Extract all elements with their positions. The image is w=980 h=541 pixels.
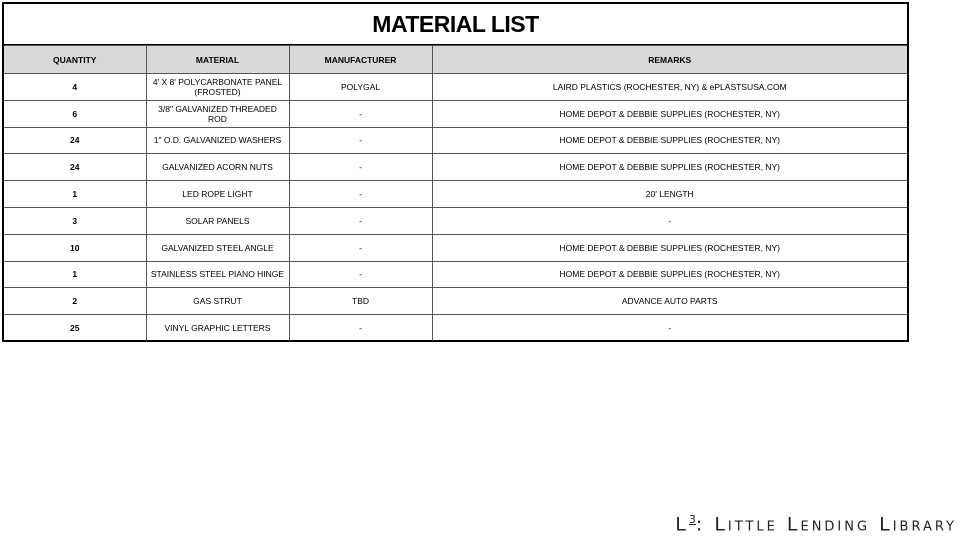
- cell-remarks: ADVANCE AUTO PARTS: [432, 288, 907, 315]
- cell-remarks: HOME DEPOT & DEBBIE SUPPLIES (ROCHESTER, NY): [432, 154, 907, 181]
- cell-manufacturer: -: [289, 127, 432, 154]
- cell-quantity: 24: [4, 127, 146, 154]
- material-table: [4, 45, 907, 341]
- cell-quantity: 2: [4, 288, 146, 315]
- cell-remarks: HOME DEPOT & DEBBIE SUPPLIES (ROCHESTER, NY): [432, 234, 907, 261]
- table-row: [4, 100, 907, 127]
- cell-material: LED ROPE LIGHT: [146, 181, 289, 208]
- cell-remarks: LAIRD PLASTICS (ROCHESTER, NY) & ePLASTSUSA.COM: [432, 74, 907, 101]
- material-list-title: MATERIAL LIST: [4, 4, 907, 45]
- table-row: [4, 181, 907, 208]
- cell-material: 1" O.D. GALVANIZED WASHERS: [146, 127, 289, 154]
- cell-manufacturer: -: [289, 100, 432, 127]
- logo-letter: L: [675, 513, 689, 535]
- cell-material: 3/8" GALVANIZED THREADED ROD: [146, 100, 289, 127]
- cell-material: 4' X 8' POLYCARBONATE PANEL (FROSTED): [146, 74, 289, 101]
- header-remarks: REMARKS: [432, 46, 907, 74]
- cell-manufacturer: -: [289, 315, 432, 341]
- cell-quantity: 4: [4, 74, 146, 101]
- table-row: [4, 74, 907, 101]
- table-row: [4, 207, 907, 234]
- cell-remarks: 20' LENGTH: [432, 181, 907, 208]
- logo-superscript: 3: [688, 512, 696, 526]
- table-row: [4, 127, 907, 154]
- cell-manufacturer: POLYGAL: [289, 74, 432, 101]
- table-row: [4, 154, 907, 181]
- cell-quantity: 24: [4, 154, 146, 181]
- cell-remarks: -: [432, 315, 907, 341]
- header-manufacturer: MANUFACTURER: [289, 46, 432, 74]
- cell-material: VINYL GRAPHIC LETTERS: [146, 315, 289, 341]
- cell-manufacturer: -: [289, 154, 432, 181]
- cell-remarks: HOME DEPOT & DEBBIE SUPPLIES (ROCHESTER, NY): [432, 127, 907, 154]
- cell-quantity: 25: [4, 315, 146, 341]
- cell-material: STAINLESS STEEL PIANO HINGE: [146, 261, 289, 288]
- cell-material: GALVANIZED STEEL ANGLE: [146, 234, 289, 261]
- table-header-row: [4, 46, 907, 74]
- table-row: [4, 234, 907, 261]
- cell-manufacturer: -: [289, 234, 432, 261]
- project-logo: [675, 513, 957, 535]
- cell-manufacturer: -: [289, 261, 432, 288]
- table-row: [4, 261, 907, 288]
- header-material: MATERIAL: [146, 46, 289, 74]
- cell-material: GAS STRUT: [146, 288, 289, 315]
- header-quantity: QUANTITY: [4, 46, 146, 74]
- cell-quantity: 10: [4, 234, 146, 261]
- cell-material: SOLAR PANELS: [146, 207, 289, 234]
- cell-quantity: 6: [4, 100, 146, 127]
- cell-quantity: 3: [4, 207, 146, 234]
- cell-manufacturer: TBD: [289, 288, 432, 315]
- cell-material: GALVANIZED ACORN NUTS: [146, 154, 289, 181]
- material-list-panel: [2, 2, 909, 342]
- cell-quantity: 1: [4, 181, 146, 208]
- cell-remarks: -: [432, 207, 907, 234]
- table-row: [4, 288, 907, 315]
- cell-remarks: HOME DEPOT & DEBBIE SUPPLIES (ROCHESTER, NY): [432, 100, 907, 127]
- cell-remarks: HOME DEPOT & DEBBIE SUPPLIES (ROCHESTER, NY): [432, 261, 907, 288]
- table-row: [4, 315, 907, 341]
- cell-quantity: 1: [4, 261, 146, 288]
- logo-text: : Little Lending Library: [695, 513, 957, 535]
- cell-manufacturer: -: [289, 207, 432, 234]
- cell-manufacturer: -: [289, 181, 432, 208]
